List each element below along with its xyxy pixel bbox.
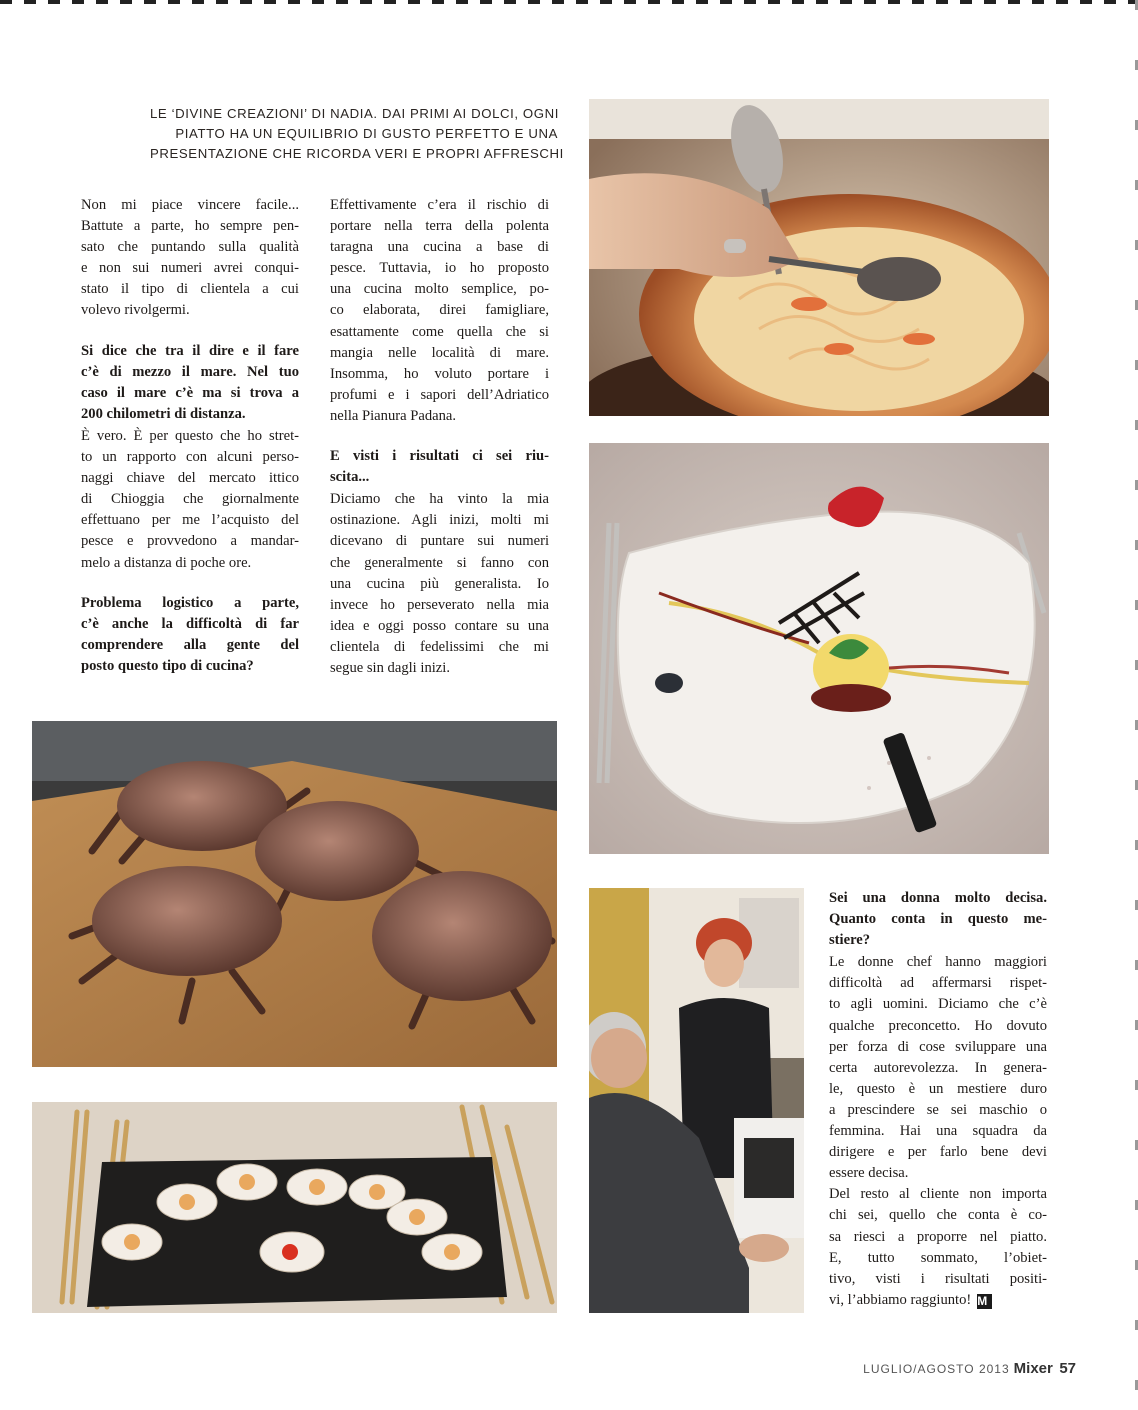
closing-text: vi, l’abbiamo raggiunto! (829, 1291, 972, 1308)
text-line: nella Pianura Padana. (330, 407, 457, 424)
photo-pasta-serving (589, 99, 1049, 416)
text-line: chi sei, quello che conta è co- (829, 1207, 1047, 1224)
text-line: 200 chilometri di distanza. (81, 405, 246, 422)
magazine-name: Mixer (1013, 1360, 1053, 1377)
text-line: invece ho perseverato nella mia (330, 596, 549, 613)
caption-line: LE ‘DIVINE CREAZIONI’ DI NADIA. DAI PRIMI AI DOLCI, OGNI (150, 106, 560, 121)
text-line: esattamente come quella che si (330, 323, 549, 340)
text-line: stato il tipo di clientela a cui (81, 281, 299, 298)
text-line: portare nella terra della polenta (330, 218, 549, 235)
text-line: caso il mare c’è ma si trova a (81, 384, 299, 401)
text-line: Non mi piace vincere facile... (81, 197, 299, 213)
text-line: pesce. Tuttavia, io ho proposto (330, 260, 549, 277)
text-line: to un rapporto con alcuni perso- (81, 449, 299, 466)
text-line: una cucina più generalista. Io (330, 575, 549, 592)
text-line: Del resto al cliente non importa (829, 1186, 1047, 1203)
photo-crabs (32, 721, 557, 1067)
text-line: stiere? (829, 932, 871, 949)
text-line: una cucina molto semplice, po- (330, 281, 549, 298)
magazine-end-mark: M (977, 1294, 992, 1309)
caption-line: PRESENTAZIONE CHE RICORDA VERI E PROPRI AFFRESCHI (150, 146, 564, 161)
page-footer (863, 1360, 1076, 1378)
text-line: per forza di cose sviluppare una (829, 1038, 1047, 1055)
text-line: Le donne chef hanno maggiori (829, 954, 1047, 971)
text-line: to agli uomini. Diciamo che c’è (829, 996, 1047, 1013)
answer-paragraph (330, 195, 549, 427)
text-line: c’è anche la difficoltà di far (81, 615, 299, 632)
text-line: scita... (330, 469, 370, 486)
text-line: sato che puntando sulla qualità (81, 239, 299, 256)
text-line: effettuano per me l’acquisto del (81, 512, 299, 529)
text-line: qualche preconcetto. Ho dovuto (829, 1017, 1047, 1034)
interview-question (81, 593, 299, 677)
text-line: Effettivamente c’era il rischio di (330, 197, 549, 213)
photo-chef-with-guest (589, 888, 804, 1313)
text-line: co elaborata, direi famigliare, (330, 302, 549, 319)
text-line: Quanto conta in questo me- (829, 911, 1047, 928)
text-line: Insomma, ho voluto portare i (330, 365, 549, 382)
caption-line: PIATTO HA UN EQUILIBRIO DI GUSTO PERFETTO E UNA (175, 126, 558, 141)
answer-paragraph (81, 195, 299, 322)
text-line: essere decisa. (829, 1165, 909, 1182)
text-line: Diciamo che ha vinto la mia (330, 491, 549, 508)
issue-date: LUGLIO/AGOSTO 2013 (863, 1362, 1010, 1376)
text-line: taragna una cucina a base di (330, 239, 549, 256)
answer-paragraph (829, 1184, 1047, 1311)
text-line: Battute a parte, ho sempre pen- (81, 218, 299, 235)
answer-paragraph (829, 952, 1047, 1184)
text-line: volevo rivolgermi. (81, 302, 190, 319)
text-line: naggi chiave del mercato ittico (81, 470, 299, 487)
text-line (829, 1290, 1047, 1311)
text-line: comprendere alla gente del (81, 636, 299, 653)
text-column-2 (330, 195, 549, 679)
text-line: segue sin dagli inizi. (330, 659, 450, 676)
text-line: E, tutto sommato, l’obiet- (829, 1249, 1047, 1266)
photo-plated-dish (589, 443, 1049, 854)
interview-question (829, 888, 1047, 951)
text-line: sa riesci a proporre nel piatto. (829, 1228, 1047, 1245)
text-line: Sei una donna molto decisa. (829, 890, 1047, 906)
text-line: tivo, visti i risultati positi- (829, 1270, 1047, 1287)
text-line: di Chioggia che giornalmente (81, 491, 299, 508)
text-column-1 (81, 195, 299, 677)
text-line: e non sui numeri avrei conqui- (81, 260, 299, 277)
text-line: mangia nelle località di mare. (330, 344, 549, 361)
text-line: difficoltà ad affermarsi rispet- (829, 975, 1047, 992)
text-line: melo a distanza di poche ore. (81, 554, 252, 571)
text-line: femmina. Hai una squadra da (829, 1123, 1047, 1140)
text-line: dirigere e per farlo bene devi (829, 1144, 1047, 1161)
interview-question (81, 341, 299, 425)
text-line: posto questo tipo di cucina? (81, 657, 254, 674)
text-column-3 (829, 888, 1047, 1311)
text-line: idea e oggi posso contare su una (330, 617, 549, 634)
text-line: profumi e i sapori dell’Adriatico (330, 386, 549, 403)
text-line: Problema logistico a parte, (81, 594, 299, 611)
photo-caption (150, 104, 564, 164)
text-line: che generalmente si fanno con (330, 554, 549, 571)
text-line: certa autorevolezza. In genera- (829, 1059, 1047, 1076)
answer-paragraph (81, 426, 299, 574)
text-line: le, questo è un mestiere duro (829, 1080, 1047, 1097)
text-line: Si dice che tra il dire e il fare (81, 342, 299, 359)
text-line: clientela di fedelissimi che mi (330, 638, 549, 655)
text-line: E visti i risultati ci sei riu- (330, 448, 549, 465)
page-number: 57 (1059, 1360, 1076, 1377)
answer-paragraph (330, 489, 549, 679)
interview-question (330, 446, 549, 488)
text-line: dicevano di puntare sui numeri (330, 533, 549, 550)
text-line: c’è di mezzo il mare. Nel tuo (81, 363, 299, 380)
photo-scallops (32, 1102, 557, 1313)
text-line: a prescindere se sei maschio o (829, 1101, 1047, 1118)
page-top-border (0, 0, 1138, 4)
text-line: È vero. È per questo che ho stret- (81, 427, 299, 444)
text-line: pesce e provvedono a mandar- (81, 533, 299, 550)
text-line: ostinazione. Agli inizi, molti mi (330, 512, 549, 529)
